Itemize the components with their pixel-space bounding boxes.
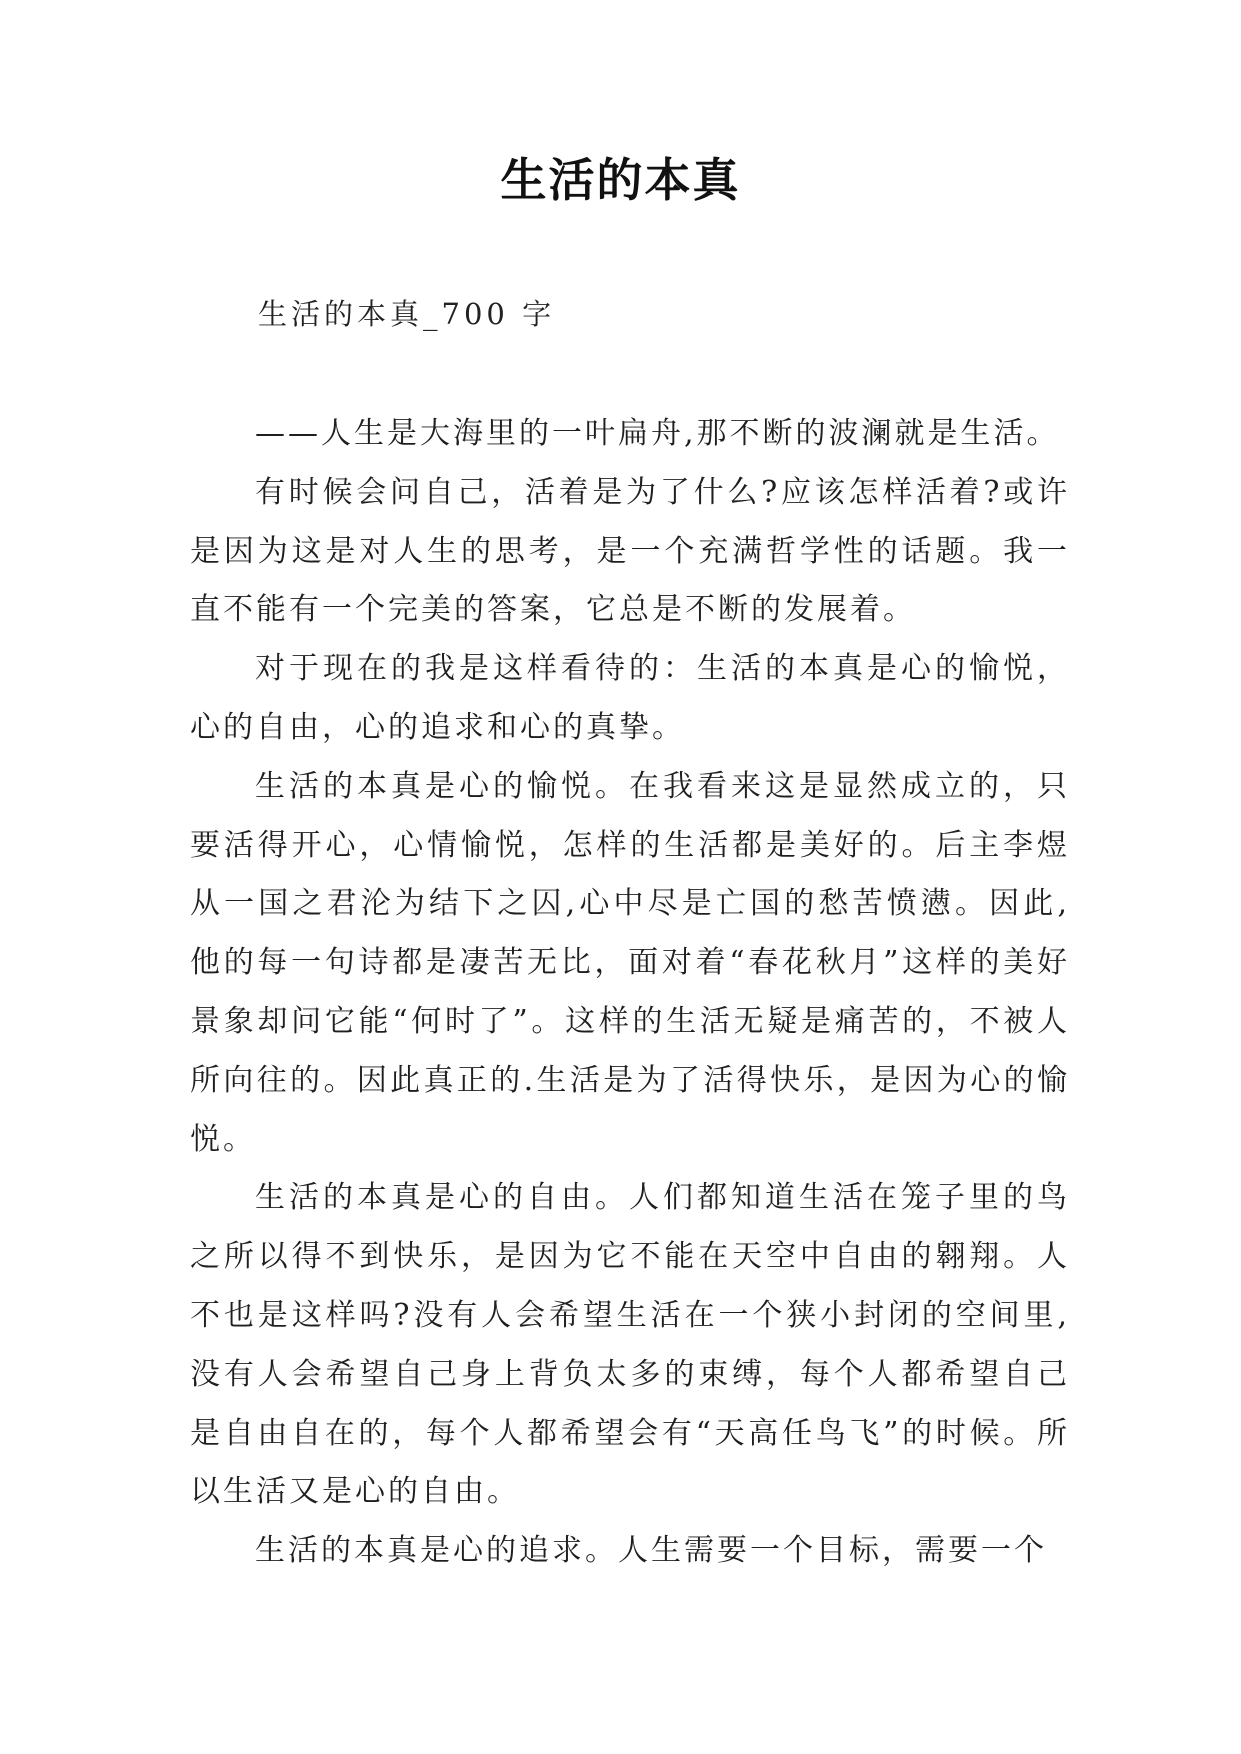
paragraph: 有时候会问自己，活着是为了什么?应该怎样活着?或许是因为这是对人生的思考，是一个充满哲学性的话题。我一直不能有一个完美的答案，它总是不断的发展着。	[190, 474, 1070, 628]
paragraph: 生活的本真是心的追求。人生需要一个目标，需要一个	[255, 1533, 1047, 1569]
paragraph: 对于现在的我是这样看待的：生活的本真是心的愉悦，心的自由，心的追求和心的真挚。	[190, 651, 1070, 745]
document-subtitle: 生活的本真_700 字	[258, 297, 556, 331]
page-title: 生活的本真	[500, 153, 741, 207]
paragraph: 生活的本真是心的愉悦。在我看来这是显然成立的，只要活得开心，心情愉悦，怎样的生活都是美好的。后主李煜从一国之君沦为结下之囚,心中尽是亡国的愁苦愤懑。因此,他的每一句诗都是凄苦无比，面对着“春花秋月”这样的美好景象却问它能“何时了”。这样的生活无疑是痛苦的，不被人所向往的。因此真正的.生活是为了活得快乐，是因为心的愉悦。	[190, 768, 1070, 1157]
document-body	[190, 405, 1070, 1581]
paragraph: ——人生是大海里的一叶扁舟,那不断的波澜就是生活。	[255, 416, 1060, 451]
paragraph: 生活的本真是心的自由。人们都知道生活在笼子里的鸟之所以得不到快乐，是因为它不能在天空中自由的翱翔。人不也是这样吗?没有人会希望生活在一个狭小封闭的空间里,没有人会希望自己身上背负太多的束缚，每个人都希望自己是自由自在的，每个人都希望会有“天高任鸟飞”的时候。所以生活又是心的自由。	[190, 1180, 1070, 1510]
